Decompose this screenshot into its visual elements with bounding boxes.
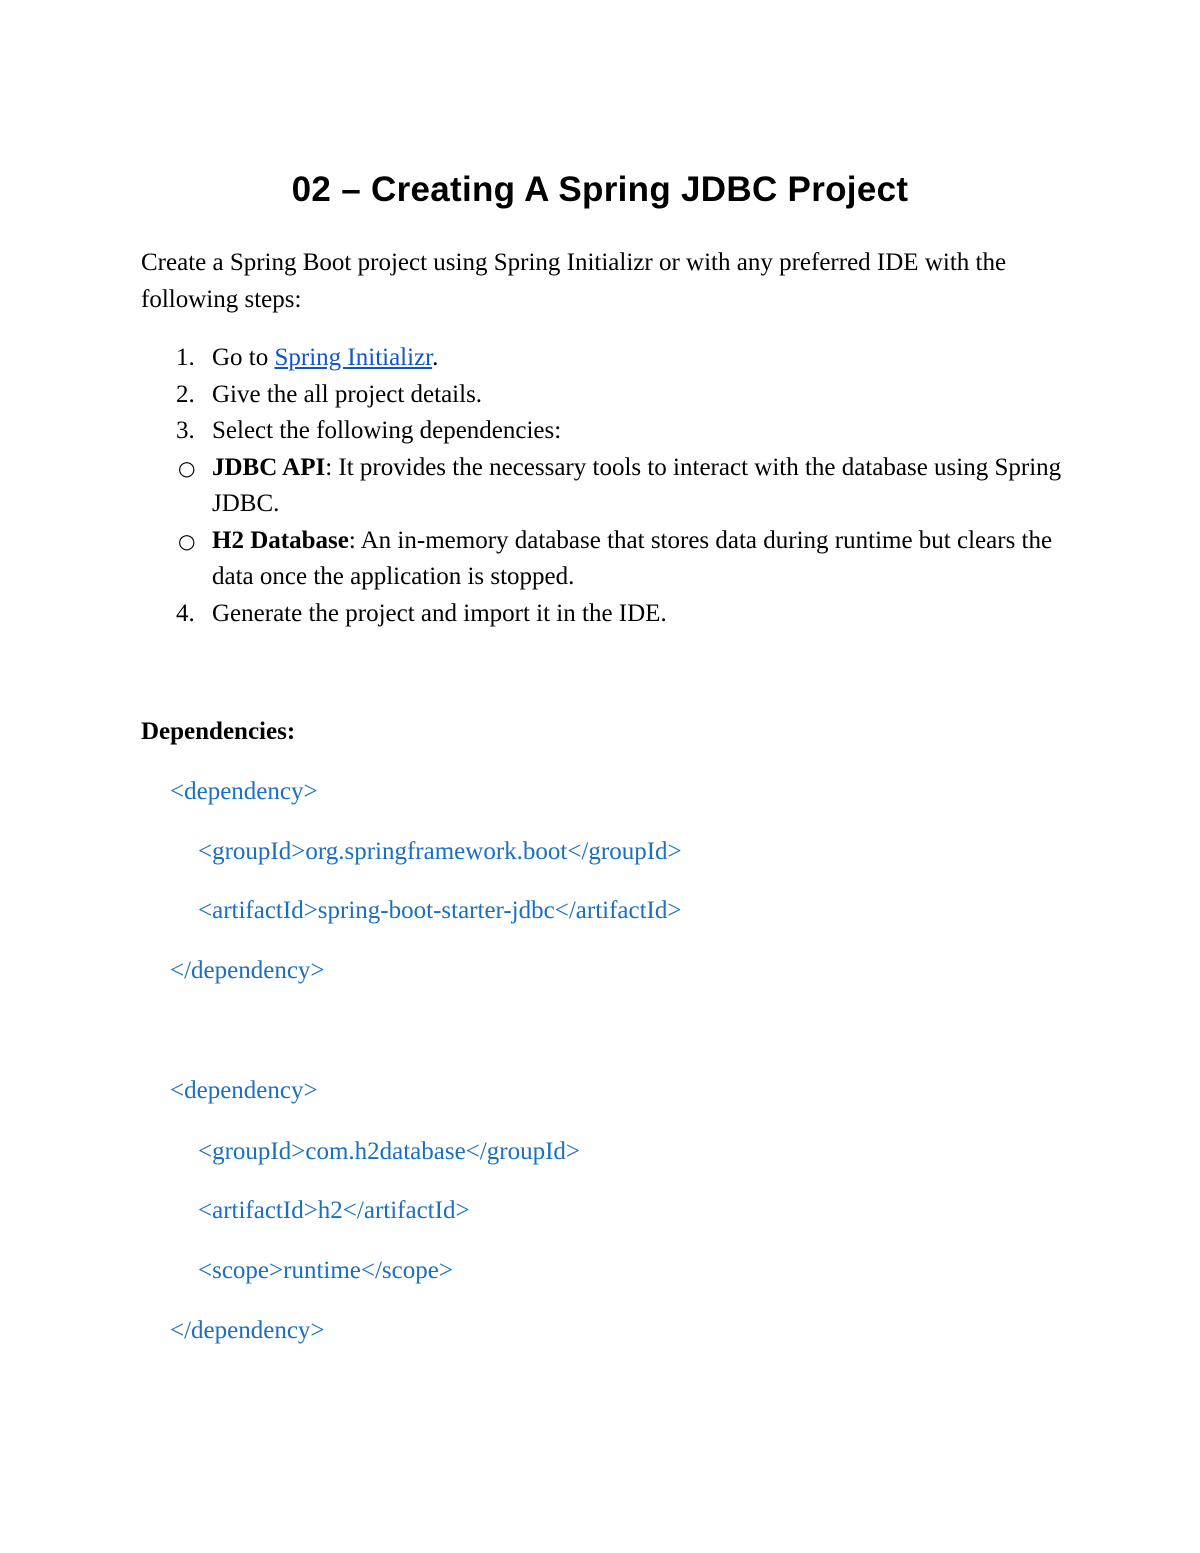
step-4 <box>141 596 1081 633</box>
code-line: </dependency> <box>170 957 325 984</box>
circle-bullet-icon: ○ <box>178 455 196 480</box>
code-line: <dependency> <box>170 778 318 805</box>
step-number: 1. <box>176 344 195 371</box>
sub-item-term: JDBC API <box>212 453 326 481</box>
circle-bullet-icon: ○ <box>178 528 196 553</box>
intro-paragraph: Create a Spring Boot project using Spring Initializr or with any preferred IDE with the following steps: <box>141 249 1007 313</box>
step-2 <box>141 377 1081 414</box>
page-title: 02 – Creating A Spring JDBC Project <box>291 170 909 209</box>
code-line: </dependency> <box>170 1317 325 1344</box>
step-text: Go to <box>212 344 275 371</box>
sub-item-h2-database <box>70 523 1081 596</box>
code-line: <artifactId>h2</artifactId> <box>198 1197 470 1224</box>
dependencies-heading: Dependencies: <box>141 718 296 745</box>
code-line: <groupId>com.h2database</groupId> <box>198 1138 580 1165</box>
sub-item-desc: : It provides the necessary tools to interact with the database using Spring JDBC. <box>212 453 1062 517</box>
step-text: Generate the project and import it in the IDE. <box>212 599 667 627</box>
code-line: <dependency> <box>170 1077 318 1104</box>
code-line: <groupId>org.springframework.boot</groupId> <box>198 838 682 865</box>
step-1 <box>141 340 1081 377</box>
sub-item-desc: : An in-memory database that stores data during runtime but clears the data once the application is stopped. <box>212 526 1053 590</box>
code-line: <artifactId>spring-boot-starter-jdbc</artifactId> <box>198 897 682 924</box>
spring-initializr-link[interactable]: Spring Initializr <box>274 344 433 371</box>
steps-list <box>141 340 1081 632</box>
code-line: <scope>runtime</scope> <box>198 1257 453 1284</box>
step-text: Give the all project details. <box>212 380 483 408</box>
step-number: 2. <box>176 380 195 408</box>
step-3 <box>141 413 1081 450</box>
step-text-suffix: . <box>432 344 439 371</box>
sub-item-jdbc-api <box>70 450 1081 523</box>
step-text: Select the following dependencies: <box>212 417 562 444</box>
step-number: 4. <box>176 599 195 627</box>
step-number: 3. <box>176 417 195 444</box>
sub-item-term: H2 Database <box>212 526 349 554</box>
